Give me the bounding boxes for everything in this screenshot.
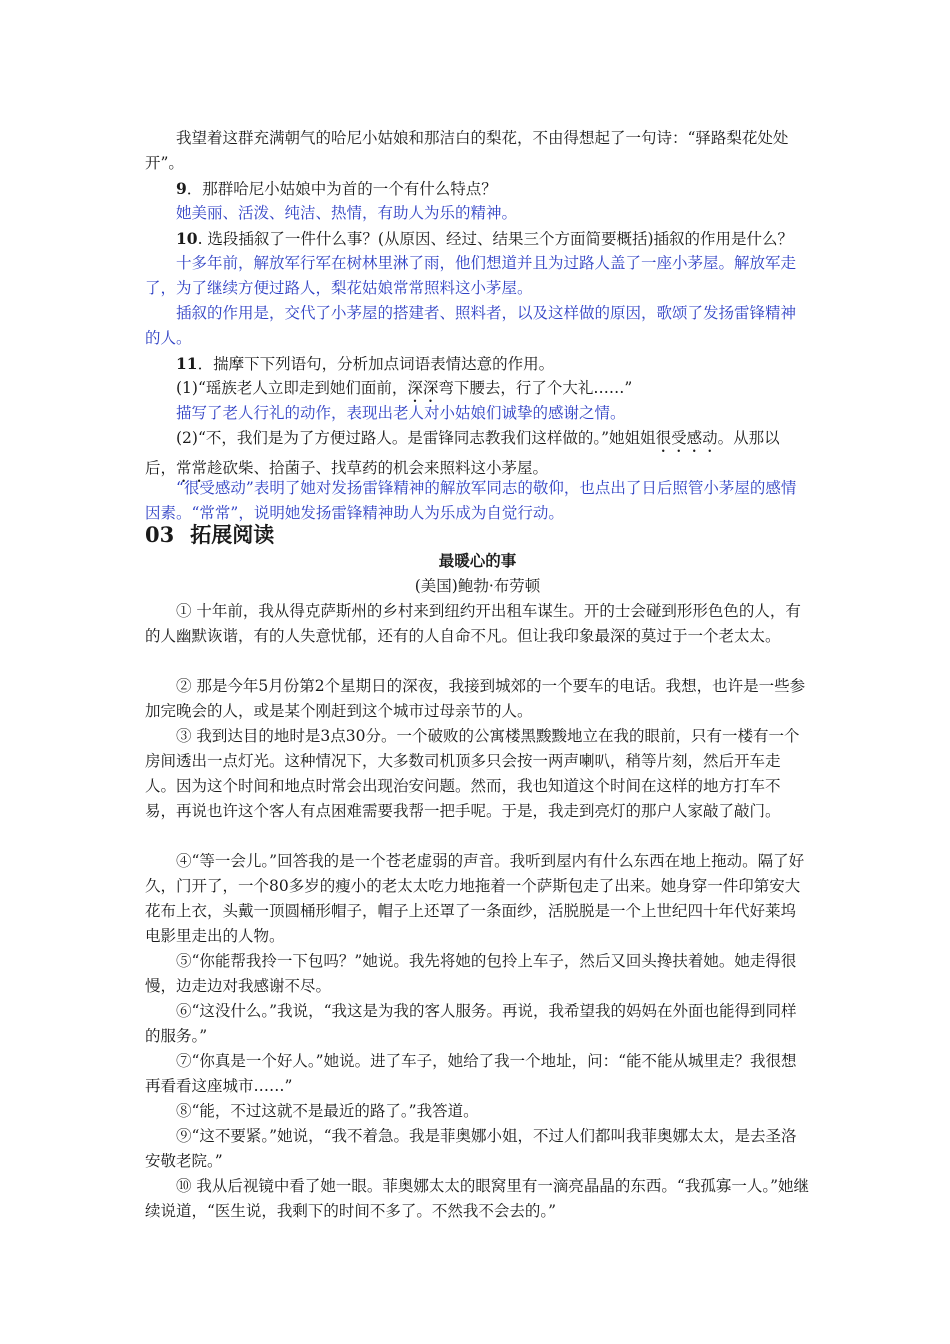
sentence-text: 。从那以后， (145, 429, 780, 477)
question-number: 9 (176, 179, 187, 198)
question-number: 10 (176, 229, 198, 248)
answer-11-2: “很受感动”表明了她对发扬雷锋精神的解放军同志的敬仰，也点出了日后照管小茅屋的感情因素。“常常”，说明她发扬雷锋精神助人为乐成为自觉行动。 (145, 479, 797, 522)
question-text: . 选段插叙了一件什么事？(从原因、经过、结果三个方面简要概括)插叙的作用是什么？ (197, 230, 794, 248)
sentence-text: 趁砍柴、拾菌子、找草药的机会来照料这小茅屋。 (207, 459, 549, 477)
section-title: 拓展阅读 (190, 522, 275, 547)
question-10 (145, 226, 810, 252)
dotted-word: 常常 (176, 459, 208, 477)
article-paragraph: ⑨“这不要紧。”她说，“我不着急。我是菲奥娜小姐，不过人们都叫我菲奥娜太太，是去圣洛安敬老院。” (145, 1127, 797, 1170)
question-number: 11 (176, 354, 198, 373)
article-title: 最暖心的事 (438, 551, 517, 570)
sentence-text: (2)“不，我们是为了方便过路人。是雷锋同志教我们这样做的。”她姐姐 (176, 429, 656, 447)
question-11 (145, 351, 810, 377)
answer-10-part1: 十多年前，解放军行军在树林里淋了雨，他们想道并且为过路人盖了一座小茅屋。解放军走了，为了继续方便过路人，梨花姑娘常常照料这小茅屋。 (145, 254, 797, 297)
sentence-text: 弯下腰去，行了个大礼……” (438, 379, 633, 397)
dotted-word: 深深 (407, 379, 439, 397)
section-heading (145, 521, 274, 549)
article-paragraph: ⑤“你能帮我拎一下包吗？”她说。我先将她的包拎上车子，然后又回头搀扶着她。她走得很慢，边走边对我感谢不尽。 (145, 952, 797, 995)
article-paragraph: ⑦“你真是一个好人。”她说。进了车子，她给了我一个地址，问：“能不能从城里走？我很想再看看这座城市……” (145, 1052, 797, 1095)
article-paragraph: ⑧“能，不过这就不是最近的路了。”我答道。 (176, 1102, 479, 1120)
question-text: ．揣摩下下列语句，分析加点词语表情达意的作用。 (197, 355, 555, 373)
answer-11-1: 描写了老人行礼的动作，表现出老人对小姑娘们诚挚的感谢之情。 (176, 404, 626, 422)
article-paragraph: ⑩ 我从后视镜中看了她一眼。菲奥娜太太的眼窝里有一滴亮晶晶的东西。“我孤寡一人。”她继续说道，“医生说，我剩下的时间不多了。不然我不会去的。” (145, 1177, 810, 1220)
article-paragraph: ① 十年前，我从得克萨斯州的乡村来到纽约开出租车谋生。开的士会碰到形形色色的人，有的人幽默诙谐，有的人失意忧郁，还有的人自命不凡。但让我印象最深的莫过于一个老太太。 (145, 602, 801, 645)
dotted-word: 很受感动 (655, 429, 718, 447)
article-paragraph: ③ 我到达目的地时是3点30分。一个破败的公寓楼黑黢黢地立在我的眼前，只有一楼有一个房间透出一点灯光。这种情况下，大多数司机顶多只会按一两声喇叭，稍等片刻，然后开车走人。因为这个时间和地点时常会出现治安问题。然而，我也知道这个时间在这样的地方打车不易，再说也许这个客人有点困难需要我帮一把手呢。于是，我走到亮灯的那户人家敲了敲门。 (145, 727, 800, 820)
answer-9: 她美丽、活泼、纯洁、热情，有助人为乐的精神。 (176, 204, 518, 222)
article-paragraph: ④“等一会儿。”回答我的是一个苍老虚弱的声音。我听到屋内有什么东西在地上拖动。隔了好久，门开了，一个80多岁的瘦小的老太太吃力地拖着一个萨斯包走了出来。她身穿一件印第安大花布上衣，头戴一顶圆桶形帽子，帽子上还罩了一条面纱，活脱脱是一个上世纪四十年代好莱坞电影里走出的人物。 (145, 852, 805, 945)
article-paragraph: ② 那是今年5月份第2个星期日的深夜，我接到城郊的一个要车的电话。我想，也许是一些参加完晚会的人，或是某个刚赶到这个城市过母亲节的人。 (145, 677, 806, 720)
section-number: 03 (145, 522, 175, 547)
article-author: (美国)鲍勃·布劳顿 (414, 577, 541, 595)
question-9 (145, 176, 810, 202)
sentence-text: (1)“瑶族老人立即走到她们面前， (176, 379, 408, 397)
top-paragraph: 我望着这群充满朝气的哈尼小姑娘和那洁白的梨花，不由得想起了一句诗：“驿路梨花处处开”。 (145, 129, 789, 172)
answer-10-part2: 插叙的作用是，交代了小茅屋的搭建者、照料者，以及这样做的原因，歌颂了发扬雷锋精神的人。 (145, 304, 797, 347)
article-paragraph: ⑥“这没什么。”我说，“我这是为我的客人服务。再说，我希望我的妈妈在外面也能得到同样的服务。” (145, 1002, 797, 1045)
question-text: ．那群哈尼小姑娘中为首的一个有什么特点？ (186, 180, 497, 198)
